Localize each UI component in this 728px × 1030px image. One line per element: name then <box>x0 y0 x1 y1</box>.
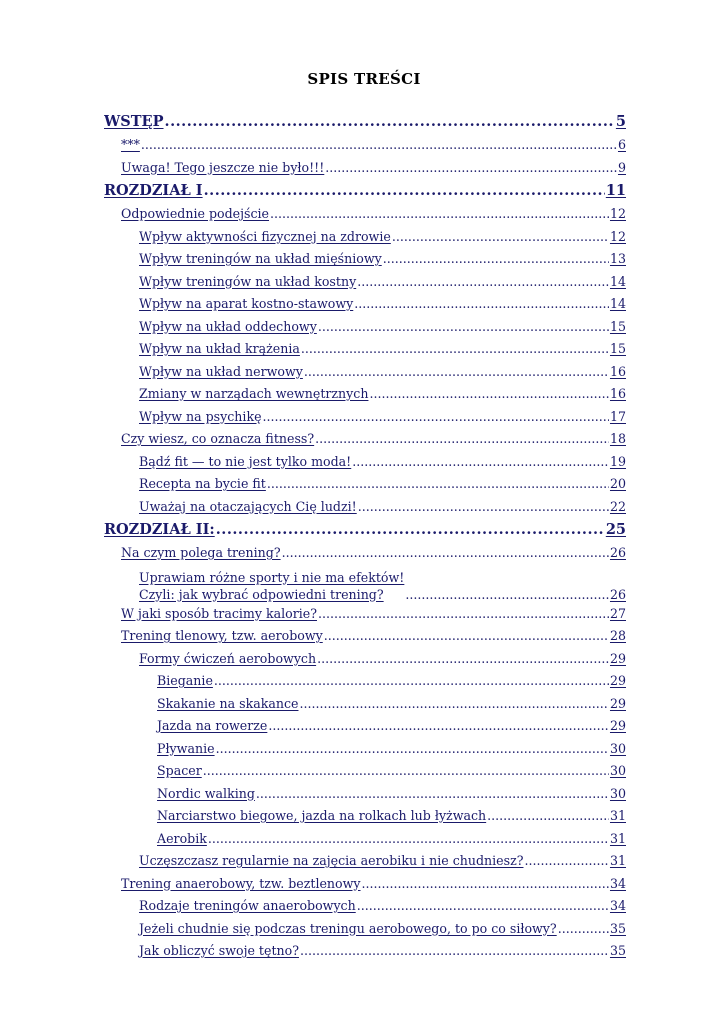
dot-leader <box>325 157 617 180</box>
toc-entry-link[interactable]: ROZDZIAŁ II: <box>104 521 215 538</box>
toc-entry-title[interactable] <box>139 895 356 918</box>
toc-entry-link[interactable]: W jaki sposób tracimy kalorie? <box>121 605 317 621</box>
toc-entry-link[interactable]: Aerobik <box>157 830 207 846</box>
toc-entry[interactable] <box>104 110 626 134</box>
toc-page-number[interactable]: 6 <box>617 137 626 152</box>
toc-page-number[interactable]: 29 <box>609 695 626 711</box>
toc-entry-link[interactable]: Uczęszczasz regularnie na zajęcia aerobiku i nie chudniesz? <box>139 853 524 868</box>
toc-entry-link[interactable]: Zmiany w narządach wewnętrznych <box>139 386 369 401</box>
dot-leader <box>214 670 609 693</box>
toc-entry-link[interactable]: Wpływ na układ oddechowy <box>139 318 317 334</box>
toc-entry-link[interactable]: Uwaga! Tego jeszcze nie było!!! <box>121 159 325 175</box>
dot-leader <box>216 518 605 542</box>
dot-leader <box>263 406 609 429</box>
toc-page-number[interactable]: 29 <box>609 673 626 688</box>
table-of-contents <box>104 110 626 963</box>
toc-entry-link[interactable]: Narciarstwo biegowe, jazda na rolkach lub łyżwach <box>157 808 487 823</box>
toc-page-number[interactable]: 12 <box>609 206 626 221</box>
toc-page-number[interactable]: 28 <box>609 628 626 643</box>
toc-page-number[interactable]: 11 <box>605 182 626 199</box>
toc-entry-link[interactable]: *** <box>121 137 140 152</box>
toc-entry-link[interactable]: Jazda na rowerze <box>157 718 268 733</box>
toc-entry[interactable] <box>104 383 626 406</box>
toc-entry-title[interactable] <box>157 693 298 716</box>
toc-entry[interactable] <box>104 248 626 271</box>
toc-entry-link[interactable]: Bądź fit — to nie jest tylko moda! <box>139 453 352 469</box>
toc-entry[interactable] <box>104 293 626 316</box>
toc-entry-title[interactable] <box>157 783 255 806</box>
toc-entry[interactable] <box>104 157 626 180</box>
toc-page-number[interactable]: 34 <box>609 898 626 913</box>
toc-page-number[interactable]: 31 <box>609 808 626 823</box>
toc-page-number[interactable]: 5 <box>615 113 626 130</box>
dot-leader <box>165 110 615 134</box>
toc-entry-title[interactable] <box>121 203 269 226</box>
toc-page-number[interactable]: 15 <box>609 341 626 356</box>
toc-entry-title[interactable] <box>139 451 351 474</box>
toc-entry[interactable] <box>104 648 626 671</box>
toc-page-number[interactable]: 26 <box>609 545 626 560</box>
toc-entry[interactable] <box>104 518 626 542</box>
toc-entry-title[interactable] <box>157 760 202 783</box>
toc-entry-link[interactable]: Czyli: jak wybrać odpowiedni trening? <box>139 586 384 602</box>
toc-entry-title[interactable] <box>139 496 357 519</box>
toc-entry-link[interactable]: ROZDZIAŁ I <box>104 182 203 199</box>
toc-entry-title[interactable] <box>139 473 266 496</box>
dot-leader <box>357 271 609 294</box>
dot-leader <box>524 850 609 873</box>
toc-entry[interactable] <box>104 805 626 828</box>
toc-entry[interactable] <box>104 693 626 716</box>
dot-leader <box>354 293 609 316</box>
toc-entry-link[interactable]: Jak obliczyć swoje tętno? <box>139 943 299 958</box>
toc-page-number[interactable]: 14 <box>609 296 626 311</box>
toc-page-number[interactable]: 35 <box>609 920 626 936</box>
toc-entry-title[interactable] <box>139 918 557 941</box>
dot-leader <box>352 451 609 474</box>
toc-page-number[interactable]: 26 <box>609 586 626 602</box>
page-title: SPIS TREŚCI <box>307 70 421 88</box>
toc-entry-link[interactable]: Wpływ na psychikę <box>139 408 262 424</box>
toc-entry-title[interactable] <box>104 179 203 203</box>
toc-entry[interactable] <box>104 738 626 761</box>
toc-entry[interactable] <box>104 134 626 157</box>
toc-entry[interactable] <box>104 226 626 249</box>
dot-leader <box>357 895 609 918</box>
dot-leader <box>315 428 609 451</box>
toc-entry[interactable] <box>104 451 626 474</box>
dot-leader <box>141 134 617 157</box>
toc-entry-title[interactable] <box>139 338 300 361</box>
dot-leader <box>405 586 609 603</box>
toc-entry-title[interactable] <box>121 625 323 648</box>
dot-leader <box>203 760 609 783</box>
toc-entry[interactable] <box>104 338 626 361</box>
toc-entry-link[interactable]: Wpływ treningów na układ kostny <box>139 273 357 289</box>
toc-entry-link[interactable]: Na czym polega trening? <box>121 545 281 560</box>
toc-entry-link[interactable]: Wpływ na układ krążenia <box>139 341 300 356</box>
dot-leader <box>301 338 609 361</box>
dot-leader <box>304 361 609 384</box>
toc-page-number[interactable]: 13 <box>609 251 626 266</box>
toc-page-number[interactable]: 35 <box>609 943 626 958</box>
toc-entry-title[interactable] <box>157 805 486 828</box>
toc-entry[interactable] <box>104 271 626 294</box>
toc-entry-link[interactable]: Pływanie <box>157 740 215 756</box>
toc-entry-title[interactable] <box>104 110 164 134</box>
toc-entry[interactable] <box>104 850 626 873</box>
toc-entry[interactable] <box>104 895 626 918</box>
toc-page-number[interactable]: 16 <box>609 363 626 379</box>
toc-entry-title[interactable] <box>157 670 213 693</box>
toc-page-number[interactable]: 31 <box>609 830 626 846</box>
toc-entry-link[interactable]: Trening anaerobowy, tzw. beztlenowy <box>121 875 361 891</box>
toc-entry[interactable] <box>104 428 626 451</box>
dot-leader <box>383 248 609 271</box>
dot-leader <box>362 873 609 896</box>
toc-page-number[interactable]: 31 <box>609 853 626 868</box>
dot-leader <box>204 179 605 203</box>
toc-entry[interactable] <box>104 625 626 648</box>
toc-entry-title[interactable] <box>139 850 523 873</box>
toc-entry[interactable] <box>104 783 626 806</box>
toc-entry-link[interactable]: Wpływ aktywności fizycznej na zdrowie <box>139 228 391 244</box>
toc-entry-link[interactable]: Wpływ na układ nerwowy <box>139 363 303 379</box>
toc-entry-title[interactable] <box>157 828 207 851</box>
toc-page-number[interactable]: 18 <box>609 431 626 446</box>
toc-entry-link[interactable]: Jeżeli chudnie się podczas treningu aerobowego, to po co siłowy? <box>139 920 557 936</box>
toc-entry[interactable] <box>104 918 626 941</box>
toc-entry[interactable] <box>104 361 626 384</box>
dot-leader <box>558 918 609 941</box>
dot-leader <box>369 383 609 406</box>
toc-entry[interactable] <box>104 940 626 963</box>
toc-entry-link[interactable]: Recepta na bycie fit <box>139 476 266 491</box>
dot-leader <box>300 940 609 963</box>
dot-leader <box>267 473 609 496</box>
toc-entry[interactable] <box>104 565 626 603</box>
dot-leader <box>270 203 609 226</box>
toc-entry[interactable] <box>104 670 626 693</box>
dot-leader <box>268 715 609 738</box>
toc-entry-title[interactable] <box>121 873 361 896</box>
toc-entry-title[interactable] <box>121 157 324 180</box>
toc-entry-link[interactable]: Wpływ na aparat kostno-stawowy <box>139 296 354 311</box>
toc-entry-link[interactable]: Czy wiesz, co oznacza fitness? <box>121 431 315 446</box>
toc-entry[interactable] <box>104 316 626 339</box>
toc-entry-link[interactable]: Wpływ treningów na układ mięśniowy <box>139 251 382 266</box>
toc-page-number[interactable]: 17 <box>609 408 626 424</box>
toc-entry-title[interactable] <box>121 428 314 451</box>
dot-leader <box>299 693 608 716</box>
toc-entry-link[interactable]: Rodzaje treningów anaerobowych <box>139 898 356 913</box>
toc-entry-title[interactable] <box>139 248 382 271</box>
toc-entry-link[interactable]: Bieganie <box>157 673 213 688</box>
toc-entry-link[interactable]: Odpowiednie podejście <box>121 206 270 221</box>
toc-page-number[interactable]: 25 <box>605 521 626 538</box>
toc-entry-title[interactable] <box>121 542 281 565</box>
toc-page-number[interactable]: 30 <box>609 740 626 756</box>
toc-entry[interactable] <box>104 473 626 496</box>
toc-entry-link[interactable]: Trening tlenowy, tzw. aerobowy <box>121 628 323 643</box>
dot-leader <box>256 783 609 806</box>
toc-page-number[interactable]: 22 <box>609 498 626 514</box>
dot-leader <box>208 828 609 851</box>
dot-leader <box>216 738 609 761</box>
toc-page-number[interactable]: 19 <box>609 453 626 469</box>
toc-entry-link[interactable]: Spacer <box>157 763 202 778</box>
toc-entry-title[interactable] <box>139 271 356 294</box>
toc-page-number[interactable]: 29 <box>609 650 626 666</box>
toc-entry-title[interactable] <box>139 406 262 429</box>
toc-entry-title[interactable] <box>121 134 140 157</box>
toc-page-number[interactable]: 12 <box>609 228 626 244</box>
toc-entry[interactable] <box>104 760 626 783</box>
toc-entry[interactable] <box>104 828 626 851</box>
toc-entry[interactable] <box>104 203 626 226</box>
dot-leader <box>392 226 609 249</box>
toc-page-number[interactable]: 27 <box>609 605 626 621</box>
toc-entry-link[interactable]: Skakanie na skakance <box>157 695 299 711</box>
toc-entry-title[interactable] <box>104 518 215 542</box>
toc-entry-title[interactable] <box>121 603 317 626</box>
toc-entry[interactable] <box>104 179 626 203</box>
toc-entry-title[interactable] <box>139 361 303 384</box>
dot-leader <box>487 805 609 828</box>
toc-entry-title[interactable] <box>139 226 391 249</box>
dot-leader <box>324 625 609 648</box>
toc-entry-title-line1[interactable]: Uprawiam różne sporty i nie ma efektów! <box>139 569 405 585</box>
toc-entry-link[interactable]: Nordic walking <box>157 785 255 801</box>
toc-entry-link[interactable]: WSTĘP <box>104 113 164 130</box>
toc-entry[interactable] <box>104 873 626 896</box>
toc-page-number[interactable]: 20 <box>609 476 626 491</box>
dot-leader <box>318 603 609 626</box>
toc-page-number[interactable]: 34 <box>609 875 626 891</box>
toc-entry-title[interactable] <box>157 715 267 738</box>
toc-entry-title[interactable] <box>157 738 215 761</box>
toc-entry[interactable] <box>104 603 626 626</box>
dot-leader <box>318 316 609 339</box>
toc-entry[interactable] <box>104 406 626 429</box>
toc-entry[interactable] <box>104 542 626 565</box>
toc-page-number[interactable]: 9 <box>617 159 626 175</box>
toc-entry-title[interactable] <box>139 316 317 339</box>
toc-page-number[interactable]: 14 <box>609 273 626 289</box>
toc-page-number[interactable]: 16 <box>609 386 626 401</box>
toc-entry-title[interactable] <box>139 648 316 671</box>
toc-page-number[interactable]: 15 <box>609 318 626 334</box>
toc-page-number[interactable]: 30 <box>609 763 626 778</box>
toc-entry-title[interactable] <box>139 383 368 406</box>
toc-entry-link[interactable]: Uważaj na otaczających Cię ludzi! <box>139 498 357 514</box>
toc-page-number[interactable]: 30 <box>609 785 626 801</box>
toc-entry-title[interactable] <box>139 569 404 603</box>
toc-entry-title[interactable] <box>139 940 299 963</box>
dot-leader <box>317 648 609 671</box>
toc-entry-link[interactable]: Formy ćwiczeń aerobowych <box>139 650 317 666</box>
dot-leader <box>358 496 609 519</box>
toc-entry[interactable] <box>104 496 626 519</box>
dot-leader <box>282 542 609 565</box>
toc-entry[interactable] <box>104 715 626 738</box>
toc-entry-title[interactable] <box>139 293 353 316</box>
toc-page-number[interactable]: 29 <box>609 718 626 733</box>
